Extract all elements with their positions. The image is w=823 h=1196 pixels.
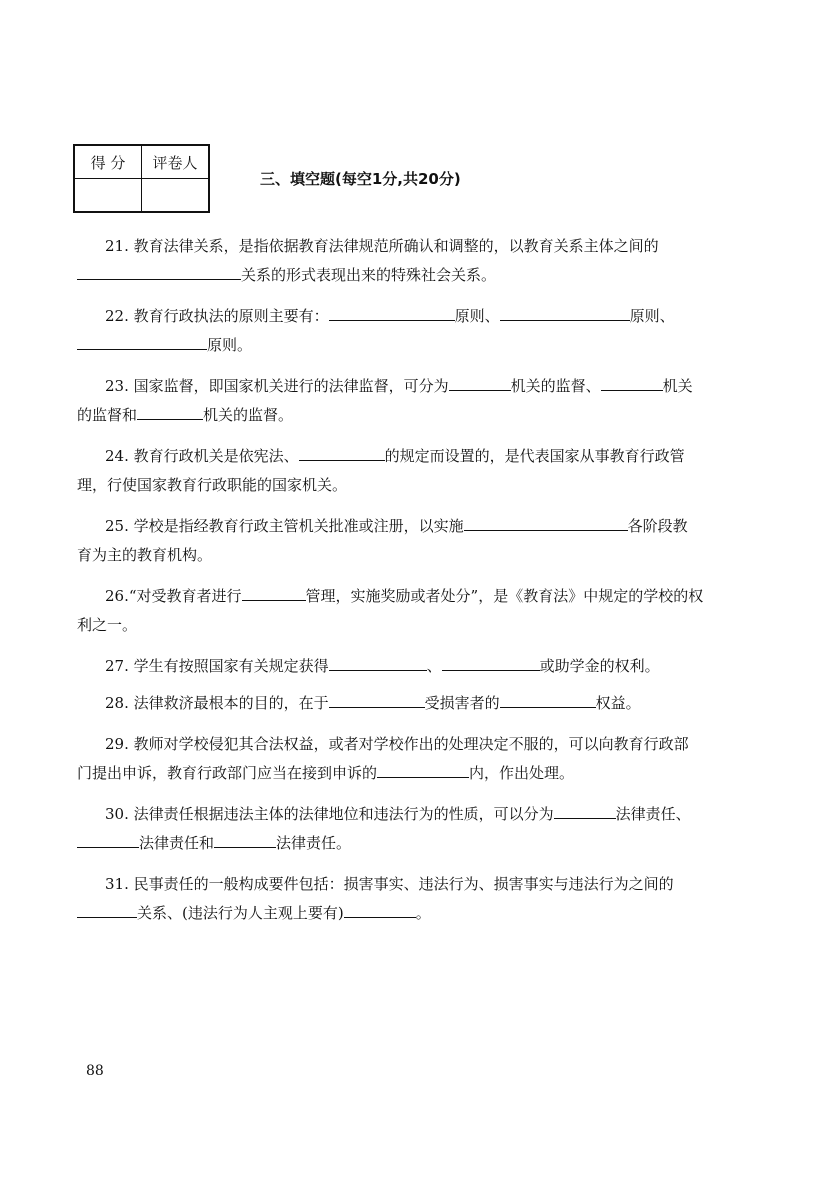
q22-blank-3[interactable] bbox=[77, 333, 207, 350]
q26-text-2: 管理，实施奖励或者处分”，是《教育法》中规定的学校的权 bbox=[305, 587, 704, 605]
q24-text-3: 理，行使国家教育行政职能的国家机关。 bbox=[77, 476, 348, 494]
q22-blank-2[interactable] bbox=[500, 304, 630, 321]
grader-header: 评卷人 bbox=[142, 145, 210, 179]
question-25 bbox=[77, 512, 745, 570]
question-27 bbox=[77, 652, 745, 681]
q28-text-2: 受损害者的 bbox=[424, 694, 500, 712]
q31-blank-1[interactable] bbox=[77, 901, 137, 918]
q23-blank-2[interactable] bbox=[601, 374, 663, 391]
q26-text-3: 利之一。 bbox=[77, 616, 138, 634]
q23-blank-1[interactable] bbox=[449, 374, 511, 391]
q24-text-2: 的规定而设置的，是代表国家从事教育行政管 bbox=[384, 447, 685, 465]
q31-text-2: 关系、(违法行为人主观上要有) bbox=[137, 904, 344, 922]
q23-text-2: 机关的监督、 bbox=[510, 377, 601, 395]
q25-blank-1[interactable] bbox=[464, 514, 628, 531]
q23-text-4: 的监督和 bbox=[77, 406, 138, 424]
q28-text-3: 权益。 bbox=[595, 694, 641, 712]
q25-text-2: 各阶段教 bbox=[627, 517, 688, 535]
score-cell[interactable] bbox=[74, 179, 142, 213]
q30-text-3: 法律责任和 bbox=[139, 834, 215, 852]
question-22 bbox=[77, 302, 745, 360]
q23-text-3: 机关 bbox=[662, 377, 693, 395]
q29-text-3: 内，作出处理。 bbox=[469, 764, 575, 782]
question-29 bbox=[77, 730, 745, 788]
question-list bbox=[77, 232, 745, 928]
question-24 bbox=[77, 442, 745, 500]
q23-text-1: 23. 国家监督，即国家机关进行的法律监督，可分为 bbox=[105, 377, 449, 395]
q28-text-1: 28. 法律救济最根本的目的，在于 bbox=[105, 694, 329, 712]
q30-blank-2[interactable] bbox=[77, 831, 139, 848]
q23-text-5: 机关的监督。 bbox=[203, 406, 294, 424]
q22-text-4: 原则。 bbox=[207, 336, 253, 354]
q31-text-1: 31. 民事责任的一般构成要件包括：损害事实、违法行为、损害事实与违法行为之间的 bbox=[105, 875, 674, 893]
q30-text-1: 30. 法律责任根据违法主体的法律地位和违法行为的性质，可以分为 bbox=[105, 805, 554, 823]
page-number: 88 bbox=[86, 1063, 104, 1079]
q26-blank-1[interactable] bbox=[242, 584, 306, 601]
q27-text-3: 或助学金的权利。 bbox=[539, 657, 660, 675]
q31-blank-2[interactable] bbox=[344, 901, 416, 918]
question-31 bbox=[77, 870, 745, 928]
q23-blank-3[interactable] bbox=[137, 403, 203, 420]
section-title: 三、填空题(每空1分,共20分) bbox=[260, 170, 461, 188]
q26-text-1: 26.“对受教育者进行 bbox=[105, 587, 242, 605]
q27-text-2: 、 bbox=[426, 657, 442, 675]
q30-blank-3[interactable] bbox=[214, 831, 276, 848]
q28-blank-2[interactable] bbox=[500, 691, 596, 708]
grader-cell[interactable] bbox=[142, 179, 210, 213]
q22-text-3: 原则、 bbox=[629, 307, 675, 325]
q24-text-1: 24. 教育行政机关是依宪法、 bbox=[105, 447, 299, 465]
q25-text-3: 育为主的教育机构。 bbox=[77, 546, 213, 564]
q21-blank-1[interactable] bbox=[77, 263, 241, 280]
question-28 bbox=[77, 689, 745, 718]
q29-text-2: 门提出申诉，教育行政部门应当在接到申诉的 bbox=[77, 764, 378, 782]
question-30 bbox=[77, 800, 745, 858]
q21-text-2: 关系的形式表现出来的特殊社会关系。 bbox=[241, 266, 497, 284]
q24-blank-1[interactable] bbox=[299, 444, 385, 461]
q25-text-1: 25. 学校是指经教育行政主管机关批准或注册，以实施 bbox=[105, 517, 464, 535]
q30-text-4: 法律责任。 bbox=[276, 834, 352, 852]
q27-blank-1[interactable] bbox=[329, 654, 427, 671]
q30-text-2: 法律责任、 bbox=[615, 805, 691, 823]
q28-blank-1[interactable] bbox=[329, 691, 425, 708]
question-23 bbox=[77, 372, 745, 430]
q22-text-2: 原则、 bbox=[454, 307, 500, 325]
q21-text-1: 21. 教育法律关系，是指依据教育法律规范所确认和调整的，以教育关系主体之间的 bbox=[105, 237, 659, 255]
q22-blank-1[interactable] bbox=[329, 304, 455, 321]
score-table bbox=[73, 144, 210, 213]
question-26 bbox=[77, 582, 745, 640]
q27-blank-2[interactable] bbox=[442, 654, 540, 671]
score-header: 得 分 bbox=[74, 145, 142, 179]
q29-blank-1[interactable] bbox=[377, 761, 469, 778]
q31-text-3: 。 bbox=[415, 904, 431, 922]
q30-blank-1[interactable] bbox=[554, 802, 616, 819]
question-21 bbox=[77, 232, 745, 290]
q29-text-1: 29. 教师对学校侵犯其合法权益，或者对学校作出的处理决定不服的，可以向教育行政部 bbox=[105, 735, 689, 753]
q22-text-1: 22. 教育行政执法的原则主要有： bbox=[105, 307, 329, 325]
q27-text-1: 27. 学生有按照国家有关规定获得 bbox=[105, 657, 329, 675]
